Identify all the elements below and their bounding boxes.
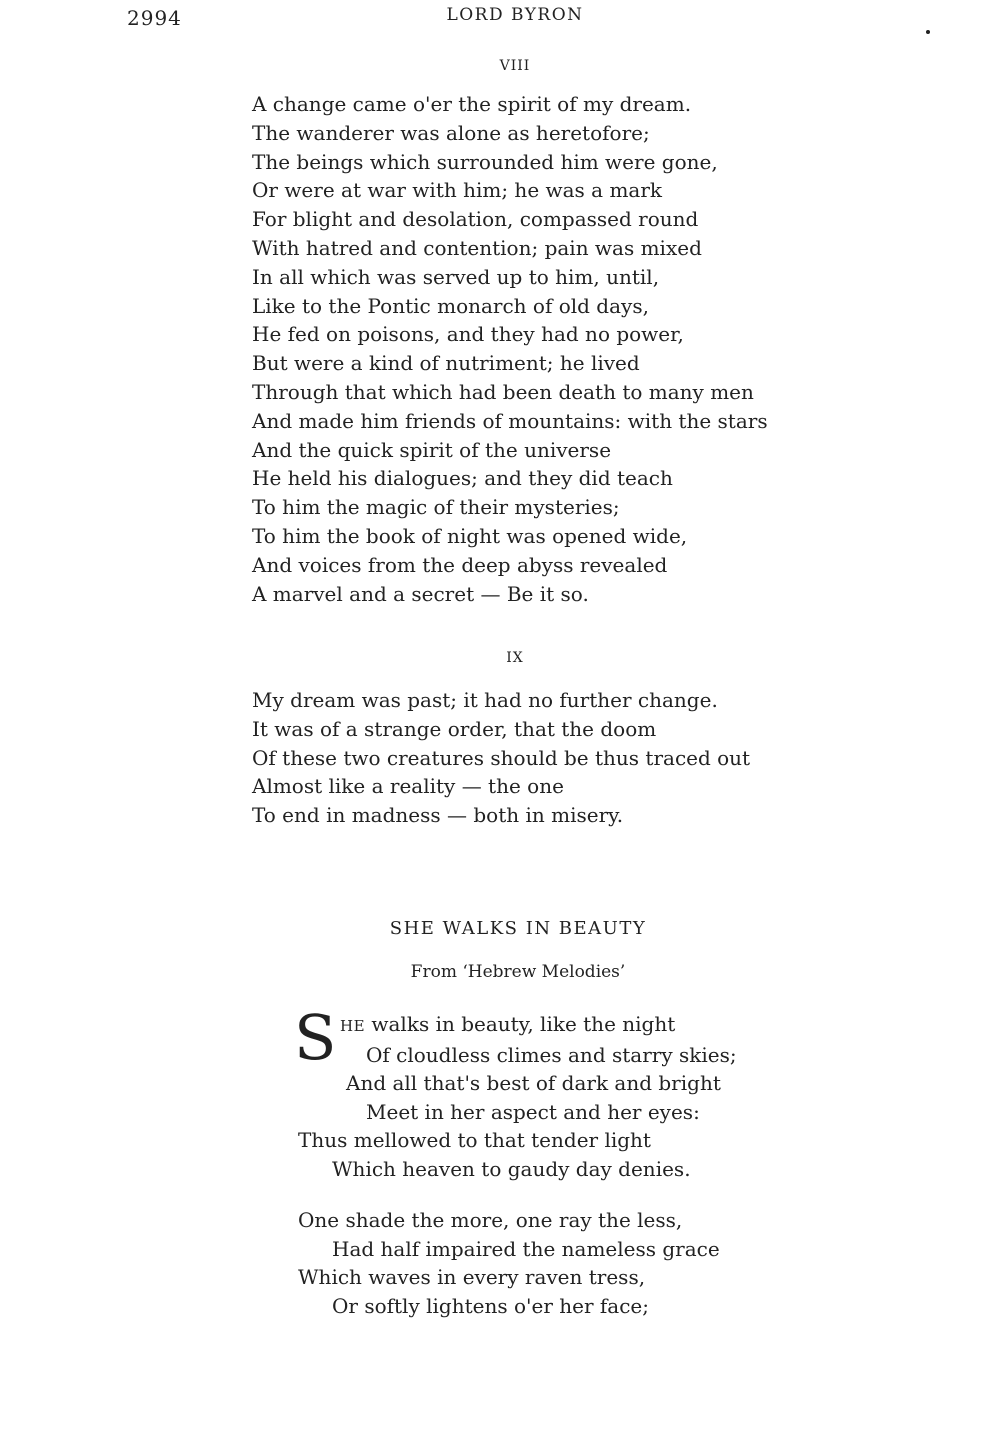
first-word-caps: HE bbox=[340, 1017, 366, 1035]
stanza-viii bbox=[252, 90, 768, 608]
verse-line: Which waves in every raven tress, bbox=[298, 1265, 646, 1290]
verse-line: And made him friends of mountains: with the stars bbox=[252, 408, 768, 433]
verse-line: And the quick spirit of the universe bbox=[252, 437, 612, 462]
verse-line: My dream was past; it had no further change. bbox=[252, 688, 718, 712]
verse-line: Or softly lightens o'er her face; bbox=[332, 1293, 649, 1318]
verse-line: Which heaven to gaudy day denies. bbox=[332, 1156, 691, 1181]
verse-line: Almost like a reality — the one bbox=[252, 774, 564, 799]
verse-line: But were a kind of nutriment; he lived bbox=[252, 351, 640, 376]
running-head: LORD BYRON bbox=[446, 5, 584, 25]
verse-line: A marvel and a secret — Be it so. bbox=[252, 581, 589, 606]
verse-line: With hatred and contention; pain was mixed bbox=[252, 235, 702, 260]
verse-line: Or were at war with him; he was a mark bbox=[252, 178, 663, 203]
verse-line: For blight and desolation, compassed round bbox=[252, 207, 699, 232]
section-numeral-ix: IX bbox=[506, 650, 524, 666]
verse-line: To him the book of night was opened wide, bbox=[252, 523, 688, 548]
first-line-text: walks in beauty, like the night bbox=[365, 1012, 676, 1036]
page-number: 2994 bbox=[127, 6, 182, 30]
verse-line: Thus mellowed to that tender light bbox=[298, 1128, 651, 1153]
poem-stanza-2 bbox=[298, 1206, 720, 1320]
verse-line: It was of a strange order, that the doom bbox=[252, 716, 657, 741]
verse-line: Meet in her aspect and her eyes: bbox=[366, 1099, 700, 1124]
poem-stanza-1 bbox=[294, 1001, 737, 1184]
drop-cap: S bbox=[294, 1001, 337, 1074]
verse-line: He fed on poisons, and they had no power, bbox=[252, 322, 684, 347]
verse-line: One shade the more, one ray the less, bbox=[298, 1208, 683, 1232]
verse-line: And voices from the deep abyss revealed bbox=[252, 552, 668, 577]
verse-line: A change came o'er the spirit of my dream. bbox=[252, 92, 692, 116]
poem-subtitle: From ‘Hebrew Melodies’ bbox=[410, 962, 626, 982]
verse-line: Through that which had been death to many men bbox=[252, 379, 754, 404]
verse-line: The beings which surrounded him were gone, bbox=[252, 149, 718, 174]
section-numeral-viii: VIII bbox=[499, 58, 531, 74]
verse-line: To him the magic of their mysteries; bbox=[252, 495, 620, 520]
stanza-ix bbox=[252, 686, 750, 830]
verse-line: Of these two creatures should be thus traced out bbox=[252, 745, 751, 770]
verse-line: Of cloudless climes and starry skies; bbox=[366, 1042, 737, 1067]
print-speck bbox=[926, 30, 930, 34]
verse-line: In all which was served up to him, until, bbox=[252, 264, 660, 289]
verse-line: Had half impaired the nameless grace bbox=[332, 1236, 720, 1261]
verse-line: Like to the Pontic monarch of old days, bbox=[252, 293, 649, 318]
verse-line: To end in madness — both in misery. bbox=[252, 803, 624, 828]
verse-line: And all that's best of dark and bright bbox=[346, 1071, 721, 1096]
verse-line: He held his dialogues; and they did teach bbox=[252, 466, 673, 491]
poem-title: SHE WALKS IN BEAUTY bbox=[389, 918, 647, 939]
verse-line: The wanderer was alone as heretofore; bbox=[252, 120, 650, 145]
